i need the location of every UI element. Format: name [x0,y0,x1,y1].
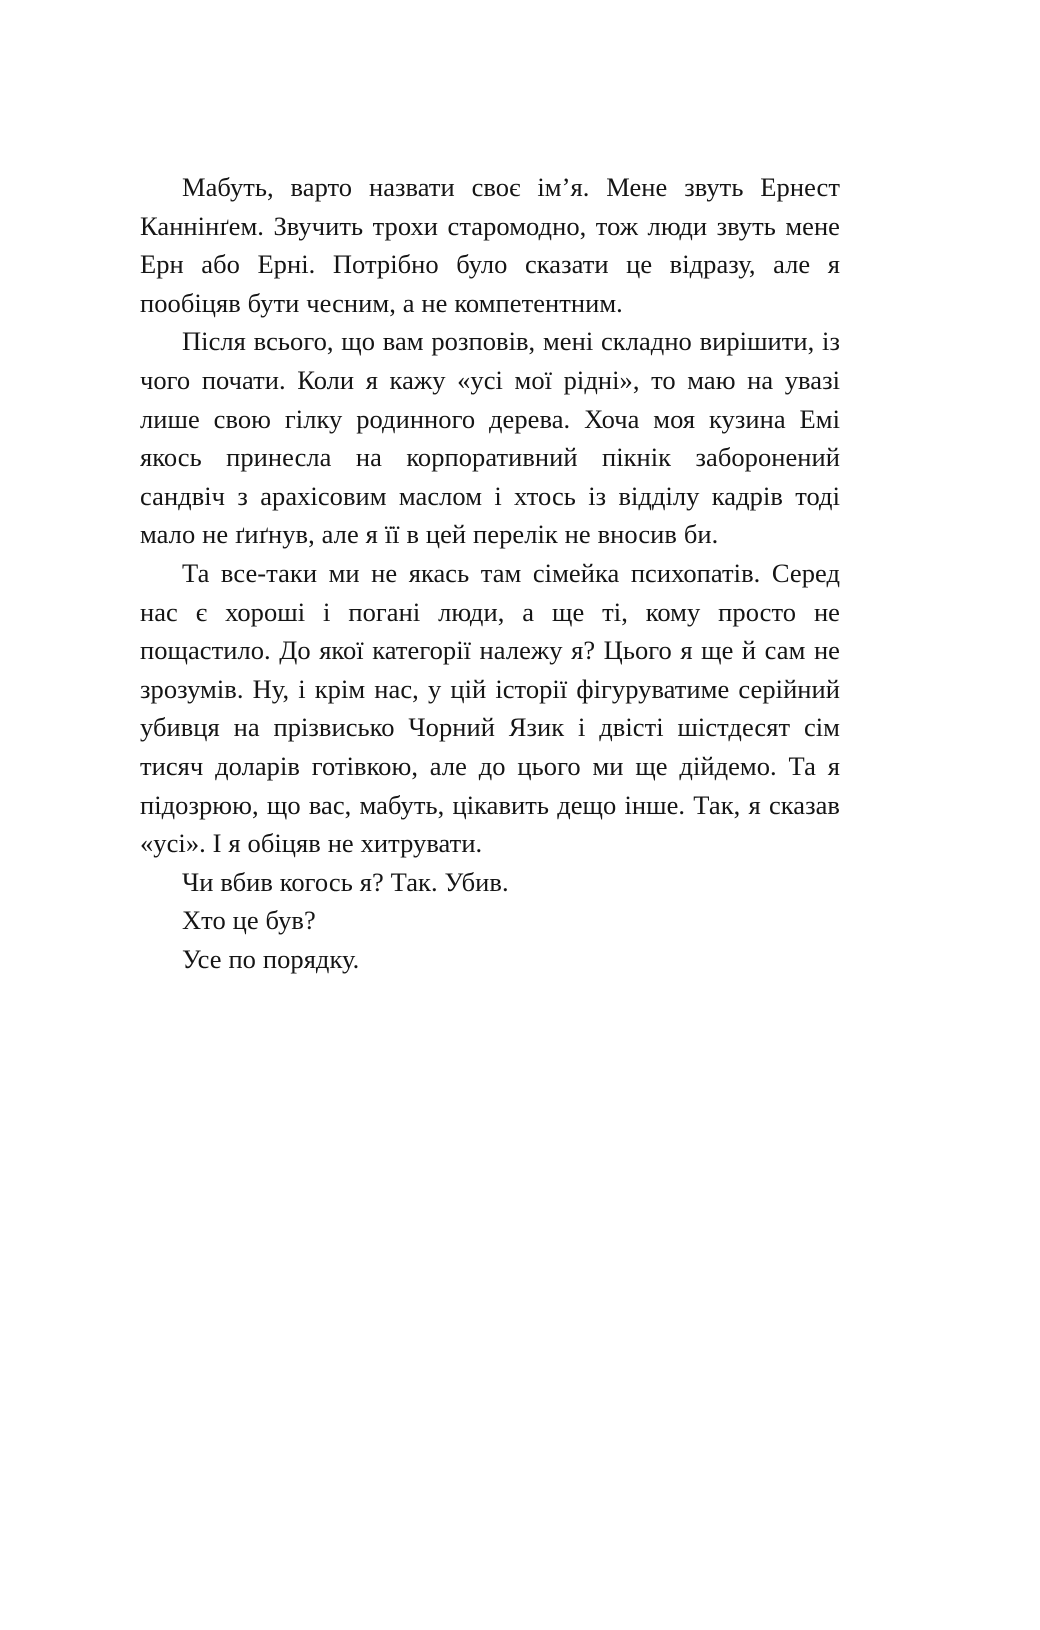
paragraph: Мабуть, варто назвати своє ім’я. Мене звуть Ернест Каннінґем. Звучить трохи старомодно, тож люди звуть мене Ерн або Ерні. Потрібно було сказати це відразу, але я пообіцяв бути чесним, а не компетентним. [140,172,840,318]
paragraph: Чи вбив когось я? Так. Убив. [182,866,509,897]
paragraph: Усе по порядку. [182,943,360,974]
paragraph: Хто це був? [182,905,316,936]
paragraph: Після всього, що вам розповів, мені складно вирішити, із чого почати. Коли я кажу «усі мої рідні», то маю на увазі лише свою гілку родинного дерева. Хоча моя кузина Емі якось принесла на корпоративний пікнік заборонений сандвіч з арахісовим маслом і хтось із відділу кадрів тоді мало не ґиґнув, але я її в цей перелік не вносив би. [140,326,840,550]
body-text-block [140,168,840,978]
paragraph: Та все-таки ми не якась там сімейка психопатів. Серед нас є хороші і погані люди, а ще ті, кому просто не пощастило. До якої категорії належу я? Цього я ще й сам не зрозумів. Ну, і крім нас, у цій історії фігуруватиме серійний убивця на прізвисько Чорний Язик і двісті шістдесят сім тисяч доларів готівкою, але до цього ми ще дійдемо. Та я підозрюю, що вас, мабуть, цікавить дещо інше. Так, я сказав «усі». І я обіцяв не хитрувати. [140,557,840,859]
